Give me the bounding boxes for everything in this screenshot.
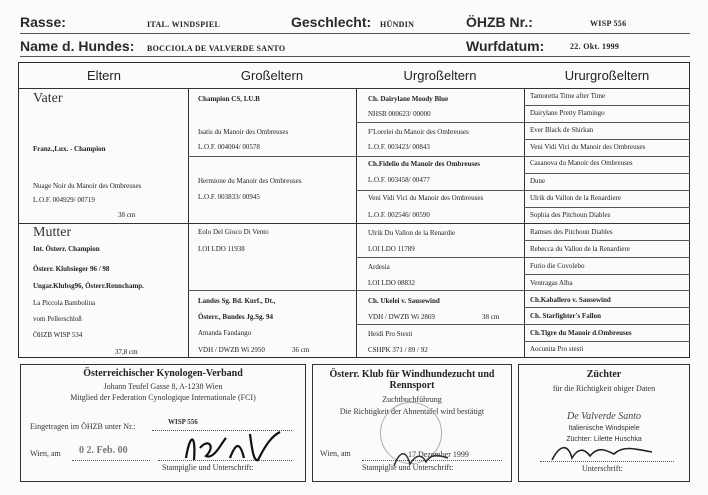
g1-title: Champion CS, LU.B bbox=[198, 95, 260, 103]
u2-reg: L.O.F. 003423/ 00843 bbox=[368, 143, 430, 151]
sixteenth-rule-1 bbox=[524, 105, 690, 106]
oehzb-label: ÖHZB Nr.: bbox=[466, 14, 533, 30]
uu-16: Aocunita Pro stesti bbox=[530, 345, 584, 353]
u1-title: Ch. Dairylane Moody Blue bbox=[368, 95, 449, 103]
mutter-reg: ÖHZB WISP 534 bbox=[33, 331, 83, 339]
okv-reg-value: WISP 556 bbox=[168, 418, 198, 426]
u7-size: 38 cm bbox=[482, 313, 500, 321]
klub-text: Die Richtigkeit der Ahnentafel wird bestätigt bbox=[339, 407, 485, 416]
okv-date-line bbox=[72, 460, 150, 461]
okv-signature bbox=[180, 428, 290, 468]
vater-name: Nuage Noir du Manoir des Ombreuses bbox=[33, 182, 142, 190]
zuechter-text: für die Richtigkeit obiger Daten bbox=[552, 384, 656, 393]
wurfdatum-value: 22. Okt. 1999 bbox=[570, 42, 620, 51]
sixteenth-rule-4 bbox=[524, 207, 690, 208]
u4-name: Veni Vidi Vici du Manoir des Ombreuses bbox=[368, 194, 484, 202]
g4-size: 36 cm bbox=[292, 346, 310, 354]
oehzb-value: WISP 556 bbox=[590, 19, 627, 28]
mutter-name-2: vom Pellerschloß bbox=[33, 315, 82, 323]
okv-title: Österreichischer Kynologen-Verband bbox=[83, 368, 243, 379]
g1-reg: L.O.F. 004004/ 00578 bbox=[198, 143, 260, 151]
okv-address: Johann Teufel Gasse 8, A-1238 Wien bbox=[103, 382, 223, 391]
u5-reg: LOI LDO 11789 bbox=[368, 245, 415, 253]
rasse-label: Rasse: bbox=[20, 14, 66, 30]
g3-reg: LOI LDO 11938 bbox=[198, 245, 245, 253]
g1-name: Isatis du Manoir des Ombreuses bbox=[198, 128, 289, 136]
sixteenth-rule-7 bbox=[524, 307, 690, 308]
zuechter-title: Züchter bbox=[586, 369, 622, 380]
zuechter-kennel: De Valverde Santo bbox=[566, 411, 642, 422]
okv-date: 0 2. Feb. 00 bbox=[79, 445, 128, 456]
okv-member: Mitglied der Federation Cynologique Internationale (FCI) bbox=[70, 393, 256, 402]
eighth-rule-3 bbox=[356, 257, 690, 258]
u7-title: Ch. Ukelei v. Sausewind bbox=[368, 297, 440, 305]
u8-name: Heidi Pro Stesti bbox=[368, 330, 413, 338]
g3-name: Eolo Del Gioco Di Vento bbox=[198, 228, 269, 236]
eighth-rule-4 bbox=[356, 324, 690, 325]
zuechter-owner: Züchter: Lilette Huschka bbox=[566, 436, 642, 443]
uu-1: Tamoretta Time after Time bbox=[530, 92, 606, 100]
zuechter-signature bbox=[548, 440, 658, 464]
g4-title-2: Österr., Bundes Jg.Sg. 94 bbox=[198, 313, 274, 321]
rasse-value: ITAL. WINDSPIEL bbox=[147, 20, 221, 29]
u1-reg: NHSB 000623/ 00000 bbox=[368, 110, 431, 118]
okv-wien-label: Wien, am bbox=[30, 449, 61, 458]
name-value: BOCCIOLA DE VALVERDE SANTO bbox=[147, 44, 286, 53]
u6-name: Ardesia bbox=[368, 263, 390, 271]
u3-title: Ch.Fidelio du Manoir des Ombreuses bbox=[368, 160, 480, 168]
klub-title: Österr. Klub für Windhundezucht und Rennsport bbox=[329, 369, 495, 391]
eighth-rule-2 bbox=[356, 190, 690, 191]
sixteenth-rule-6 bbox=[524, 274, 690, 275]
header-row-rule bbox=[18, 88, 690, 89]
klub-wien-label: Wien, am bbox=[320, 449, 351, 458]
sixteenth-rule-5 bbox=[524, 240, 690, 241]
vater-title: Franz.,Lux. - Champion bbox=[33, 145, 106, 153]
klub-subtitle: Zuchtbuchführung bbox=[382, 395, 442, 404]
uu-10: Rebecca du Vallon de la Renardiere bbox=[530, 245, 630, 253]
u8-reg: CSHPK 371 / 89 / 92 bbox=[368, 346, 428, 354]
mutter-title-3: Ungar.Klubsg96, Österr.Rennchamp. bbox=[33, 282, 144, 290]
vater-size: 38 cm bbox=[118, 211, 136, 219]
sixteenth-rule-2 bbox=[524, 139, 690, 140]
mutter-title-2: Österr. Klubsieger 96 / 98 bbox=[33, 265, 110, 273]
mutter-label: Mutter bbox=[33, 225, 72, 240]
u6-reg: LOI LDO 08832 bbox=[368, 279, 416, 287]
u7-reg: VDH / DWZB Wi 2869 bbox=[368, 313, 435, 321]
okv-stamp-label: Stampiglie und Unterschrift: bbox=[162, 463, 254, 472]
klub-date: 17.Dezember 1999 bbox=[408, 450, 469, 459]
g4-name: Amanda Fandango bbox=[198, 329, 252, 337]
klub-signature bbox=[392, 448, 452, 470]
u4-reg: L.O.F. 002546/ 00590 bbox=[368, 211, 430, 219]
col-grosseltern: Großeltern bbox=[240, 68, 304, 83]
sixteenth-rule-8 bbox=[524, 341, 690, 342]
uu-15: Ch.Tigre du Manoir d.Ombreuses bbox=[530, 329, 632, 337]
uu-5: Casanova du Manoir des Ombreuses bbox=[530, 159, 633, 167]
mutter-name: La Piccola Bambolina bbox=[33, 299, 96, 307]
g2-name: Hermione du Manoir des Ombreuses bbox=[198, 177, 302, 185]
uu-14: Ch. Starfighter's Fallon bbox=[530, 312, 601, 320]
uu-13: Ch.Kaballero v. Sausewind bbox=[530, 296, 611, 304]
name-label: Name d. Hundes: bbox=[20, 38, 135, 54]
col-eltern: Eltern bbox=[87, 68, 121, 83]
header-rule-1 bbox=[20, 33, 690, 34]
geschlecht-label: Geschlecht: bbox=[291, 14, 372, 30]
half-rule bbox=[18, 223, 690, 224]
zuechter-subtitle: Italienische Windspiele bbox=[568, 425, 640, 432]
g4-title-1: Landes Sg. Bd. Kurf., Dt., bbox=[198, 297, 276, 305]
u2-name: F'Lorelei du Manoir des Ombreuses bbox=[368, 128, 469, 136]
mutter-size: 37,8 cm bbox=[115, 348, 138, 356]
uu-7: Ulrik du Vallon de la Renardiere bbox=[530, 194, 622, 202]
okv-reg-label: Eingetragen im ÖHZB unter Nr.: bbox=[30, 422, 136, 431]
quarter-rule-2 bbox=[188, 290, 690, 291]
g4-reg: VDH / DWZB Wi 2950 bbox=[198, 346, 265, 354]
quarter-rule-1 bbox=[188, 156, 690, 157]
wurfdatum-label: Wurfdatum: bbox=[466, 38, 545, 54]
uu-8: Sophia des Pitchoun Diables bbox=[530, 211, 611, 219]
mutter-title-1: Int. Österr. Champion bbox=[33, 245, 100, 253]
col-ururgrosseltern: Ururgroßeltern bbox=[564, 68, 650, 83]
g2-reg: L.O.F. 003833/ 00945 bbox=[198, 193, 260, 201]
geschlecht-value: HÜNDIN bbox=[380, 20, 415, 29]
u3-reg: L.O.F. 003458/ 00477 bbox=[368, 176, 430, 184]
vater-label: Vater bbox=[33, 91, 63, 106]
uu-12: Ventragas Alba bbox=[530, 279, 573, 287]
eighth-rule-1 bbox=[356, 122, 690, 123]
uu-6: Dune bbox=[530, 177, 546, 185]
klub-stamp-label: Stampiglie und Unterschrift: bbox=[362, 463, 454, 472]
sixteenth-rule-3 bbox=[524, 173, 690, 174]
u5-name: Ulrik Du Vallon de la Renardie bbox=[368, 229, 456, 237]
vater-reg: L.O.F. 004929/ 00719 bbox=[33, 196, 95, 204]
uu-4: Veni Vidi Vici du Manoir des Ombreuses bbox=[530, 143, 646, 151]
zuechter-sign-label: Unterschrift: bbox=[582, 464, 623, 473]
uu-2: Dairylane Pretty Flamingo bbox=[530, 109, 605, 117]
header-rule-2 bbox=[20, 56, 690, 57]
uu-11: Furio die Covolebo bbox=[530, 262, 585, 270]
col-urgrosseltern: Urgroßeltern bbox=[403, 68, 477, 83]
uu-3: Ever Black de Shirkan bbox=[530, 126, 594, 134]
uu-9: Ramses des Pitchoun Diables bbox=[530, 228, 613, 236]
